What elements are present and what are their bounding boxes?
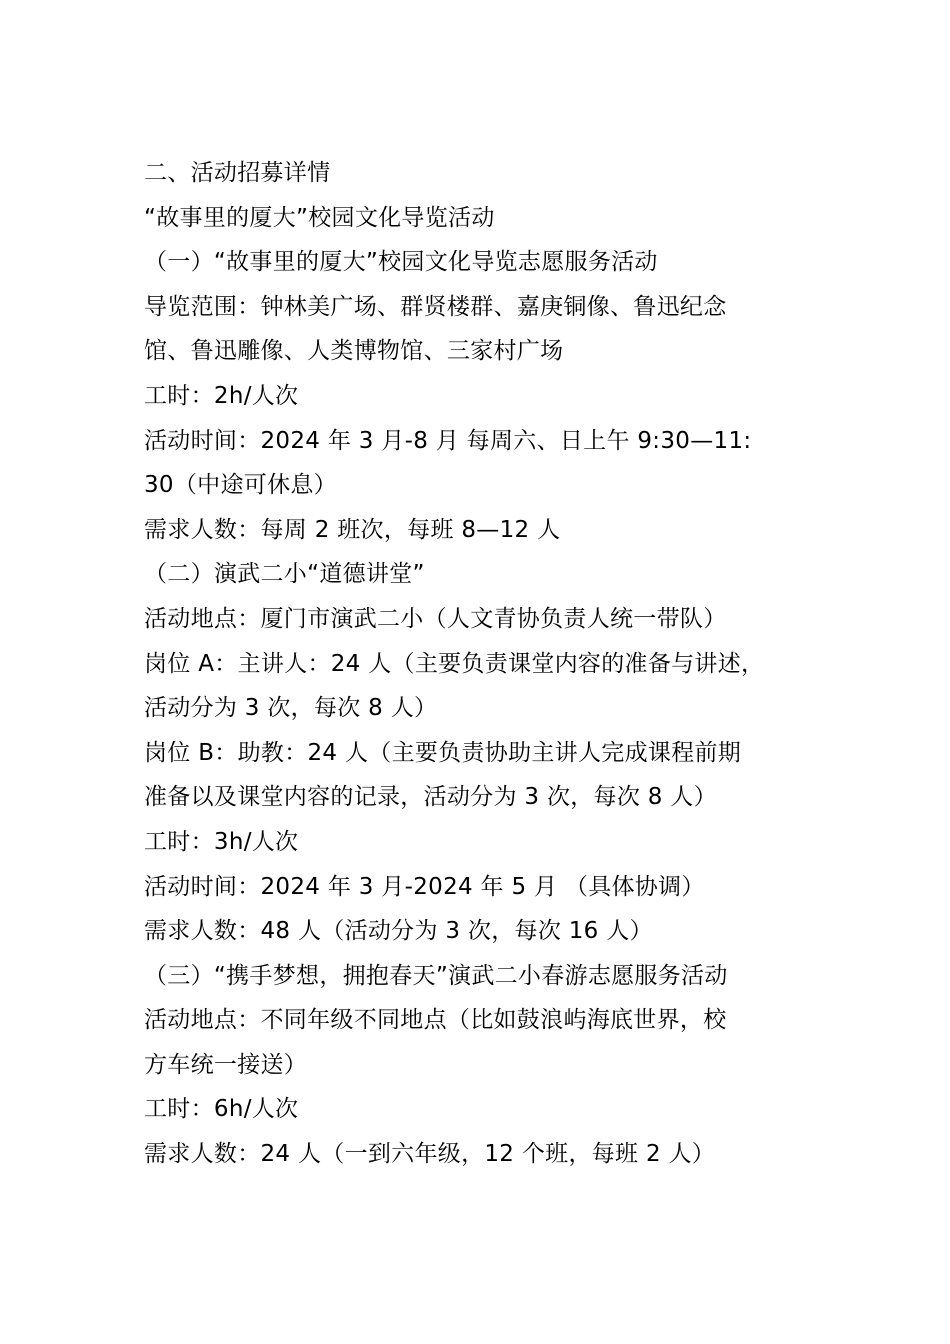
activity-title: “故事里的厦大”校园文化导览活动 <box>144 204 495 231</box>
position-b-line-1: 岗位 B：助教：24 人（主要负责协助主讲人完成课程前期 <box>144 739 742 766</box>
work-hours-3: 工时：6h/人次 <box>144 1096 299 1123</box>
subsection-3-heading: （三）“携手梦想，拥抱春天”演武二小春游志愿服务活动 <box>144 962 728 989</box>
location-3-line-2: 方车统一接送） <box>144 1051 308 1078</box>
work-hours-1: 工时：2h/人次 <box>144 382 299 409</box>
position-b-line-2: 准备以及课堂内容的记录，活动分为 3 次，每次 8 人） <box>144 784 717 811</box>
headcount-1: 需求人数：每周 2 班次，每班 8—12 人 <box>144 516 561 543</box>
position-a-line-2: 活动分为 3 次，每次 8 人） <box>144 695 438 722</box>
activity-time-2: 活动时间：2024 年 3 月-2024 年 5 月 （具体协调） <box>144 873 705 900</box>
tour-scope-line-2: 馆、鲁迅雕像、人类博物馆、三家村广场 <box>144 338 564 365</box>
work-hours-2: 工时：3h/人次 <box>144 828 299 855</box>
tour-scope-line-1: 导览范围：钟林美广场、群贤楼群、嘉庚铜像、鲁迅纪念 <box>144 293 727 320</box>
location-2: 活动地点：厦门市演武二小（人文青协负责人统一带队） <box>144 605 727 632</box>
headcount-3: 需求人数：24 人（一到六年级，12 个班，每班 2 人） <box>144 1141 716 1168</box>
activity-time-1-line-1: 活动时间：2024 年 3 月-8 月 每周六、日上午 9:30—11: <box>144 427 752 454</box>
document-body <box>144 151 834 1177</box>
position-a-line-1: 岗位 A：主讲人：24 人（主要负责课堂内容的准备与讲述， <box>144 650 765 677</box>
location-3-line-1: 活动地点：不同年级不同地点（比如鼓浪屿海底世界，校 <box>144 1007 727 1034</box>
activity-time-1-line-2: 30（中途可休息） <box>144 472 337 499</box>
subsection-1-heading: （一）“故事里的厦大”校园文化导览志愿服务活动 <box>144 249 658 276</box>
section-heading: 二、活动招募详情 <box>144 160 331 186</box>
subsection-2-heading: （二）演武二小“道德讲堂” <box>144 561 425 588</box>
headcount-2: 需求人数：48 人（活动分为 3 次，每次 16 人） <box>144 918 653 945</box>
